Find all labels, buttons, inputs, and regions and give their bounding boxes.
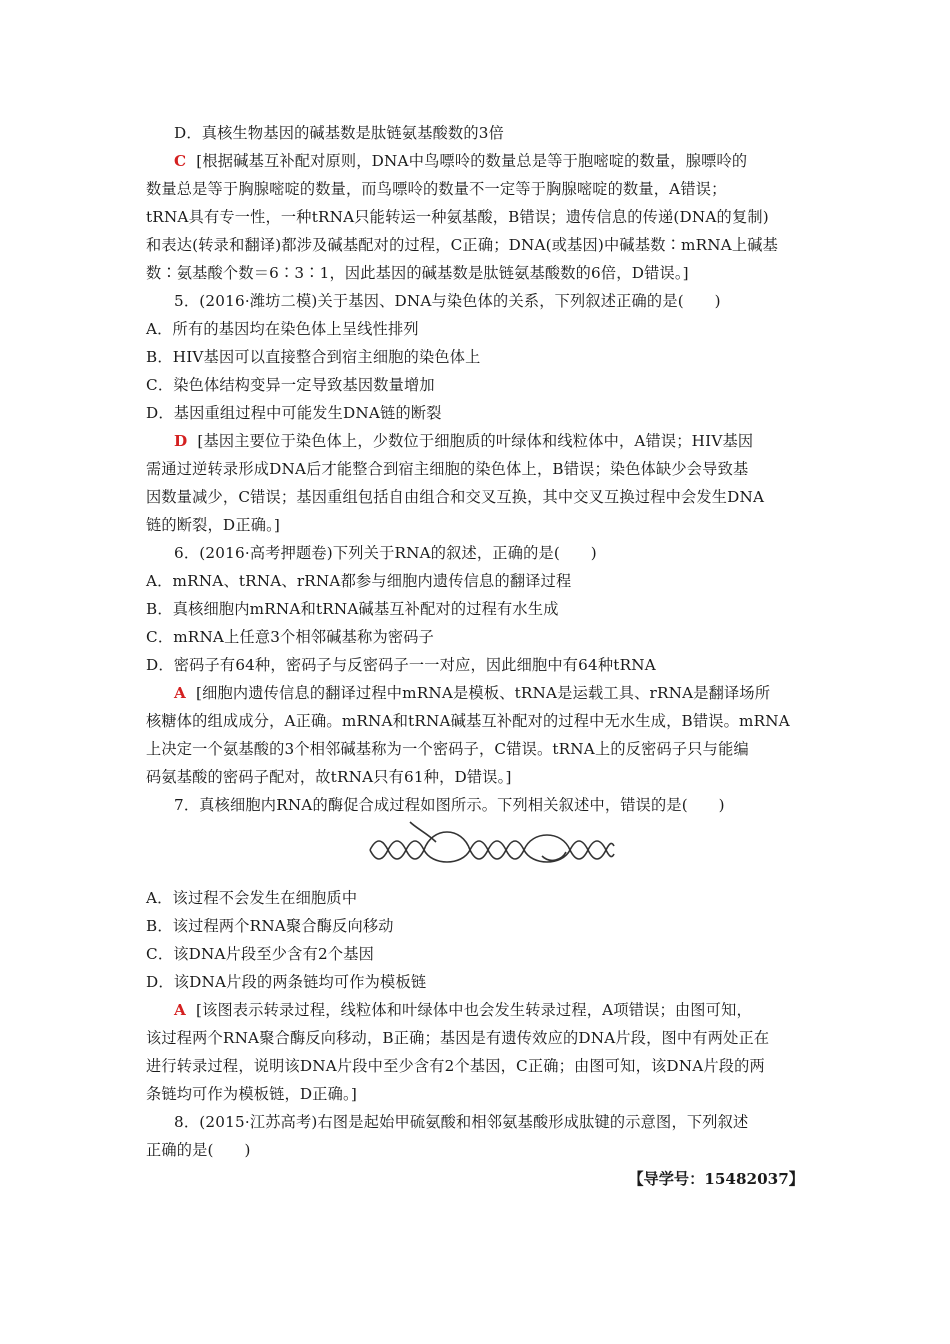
rna-strand-right [542,852,566,860]
dna-strand [370,841,424,859]
transcription-bubble-top [524,835,570,850]
q6-explanation-line: 核糖体的组成成分，A正确。mRNA和tRNA碱基互补配对的过程中无水生成，B错误。mRNA [146,712,790,730]
q5-explanation-line: 需通过逆转录形成DNA后才能整合到宿主细胞的染色体上，B错误；染色体缺少会导致基 [146,460,749,478]
q5-option-a: A．所有的基因均在染色体上呈线性排列 [146,320,419,338]
q6-stem: 6．(2016·高考押题卷)下列关于RNA的叙述，正确的是( ) [174,544,597,562]
q5-answer-letter: D [174,432,188,450]
q4-explanation-line: 数量总是等于胸腺嘧啶的数量，而鸟嘌呤的数量不一定等于胸腺嘧啶的数量，A错误； [146,180,727,198]
q5-stem: 5．(2016·潍坊二模)关于基因、DNA与染色体的关系，下列叙述正确的是( ) [174,292,721,310]
q8-stem: 8．(2015·江苏高考)右图是起始甲硫氨酸和相邻氨基酸形成肽键的示意图，下列叙述 [174,1113,749,1131]
q4-answer-letter: C [174,152,187,170]
transcription-bubble-bottom [424,850,470,862]
q5-option-b: B．HIV基因可以直接整合到宿主细胞的染色体上 [146,348,481,366]
q7-stem: 7．真核细胞内RNA的酶促合成过程如图所示。下列相关叙述中，错误的是( ) [174,796,725,814]
q7-answer-letter: A [174,1001,186,1019]
q6-answer-letter: A [174,684,186,702]
q7-explanation: A [该图表示转录过程，线粒体和叶绿体中也会发生转录过程，A项错误；由图可知， [174,1001,752,1019]
transcription-diagram [366,820,616,868]
dna-strand [470,841,524,859]
q4-explanation-line: 数∶氨基酸个数＝6∶3∶1，因此基因的碱基数是肽链氨基酸数的6倍，D错误。] [146,264,689,282]
q5-explanation-line: 链的断裂，D正确。] [146,516,281,534]
q4-explanation: C [根据碱基互补配对原则，DNA中鸟嘌呤的数量总是等于胞嘧啶的数量，腺嘌呤的 [174,152,748,170]
rna-strand-left [410,822,436,842]
q7-option-b: B．该过程两个RNA聚合酶反向移动 [146,917,394,935]
q5-explanation-line: 因数量减少，C错误；基因重组包括自由组合和交叉互换，其中交叉互换过程中会发生DNA [146,488,765,506]
dna-strand [370,841,424,859]
dna-strand [470,841,524,859]
q4-explanation-line: 和表达(转录和翻译)都涉及碱基配对的过程，C正确；DNA(或基因)中碱基数∶mRNA上碱基 [146,236,779,254]
q4-option-d: D．真核生物基因的碱基数是肽链氨基酸数的3倍 [174,124,504,142]
q7-option-a: A．该过程不会发生在细胞质中 [146,889,358,907]
q7-explanation-line: 进行转录过程，说明该DNA片段中至少含有2个基因，C正确；由图可知，该DNA片段的两 [146,1057,765,1075]
q7-option-d: D．该DNA片段的两条链均可作为模板链 [146,973,427,991]
q7-explanation-line: 该过程两个RNA聚合酶反向移动，B正确；基因是有遗传效应的DNA片段，图中有两处正在 [146,1029,770,1047]
q6-explanation-line: 码氨基酸的密码子配对，故tRNA只有61种，D错误。] [146,768,512,786]
q5-option-c: C．染色体结构变异一定导致基因数量增加 [146,376,435,394]
q6-explanation-line: 上决定一个氨基酸的3个相邻碱基称为一个密码子，C错误。tRNA上的反密码子只与能编 [146,740,749,758]
q7-option-c: C．该DNA片段至少含有2个基因 [146,945,374,963]
q5-option-d: D．基因重组过程中可能发生DNA链的断裂 [146,404,442,422]
q5-explanation: D [基因主要位于染色体上，少数位于细胞质的叶绿体和线粒体中，A错误；HIV基因 [174,432,754,450]
transcription-bubble-top [424,832,470,850]
q6-option-c: C．mRNA上任意3个相邻碱基称为密码子 [146,628,435,646]
dna-helix-strands [370,822,614,862]
q6-option-b: B．真核细胞内mRNA和tRNA碱基互补配对的过程有水生成 [146,600,559,618]
q7-explanation-line: 条链均可作为模板链，D正确。] [146,1085,357,1103]
q6-option-a: A．mRNA、tRNA、rRNA都参与细胞内遗传信息的翻译过程 [146,572,572,590]
q8-stem-line: 正确的是( ) [146,1141,251,1159]
guide-number: 【导学号：15482037】 [628,1170,804,1188]
q6-explanation: A [细胞内遗传信息的翻译过程中mRNA是模板、tRNA是运载工具、rRNA是翻译场所 [174,684,771,702]
q6-option-d: D．密码子有64种，密码子与反密码子一一对应，因此细胞中有64种tRNA [146,656,656,674]
q4-explanation-line: tRNA具有专一性，一种tRNA只能转运一种氨基酸，B错误；遗传信息的传递(DNA的复制) [146,208,769,226]
